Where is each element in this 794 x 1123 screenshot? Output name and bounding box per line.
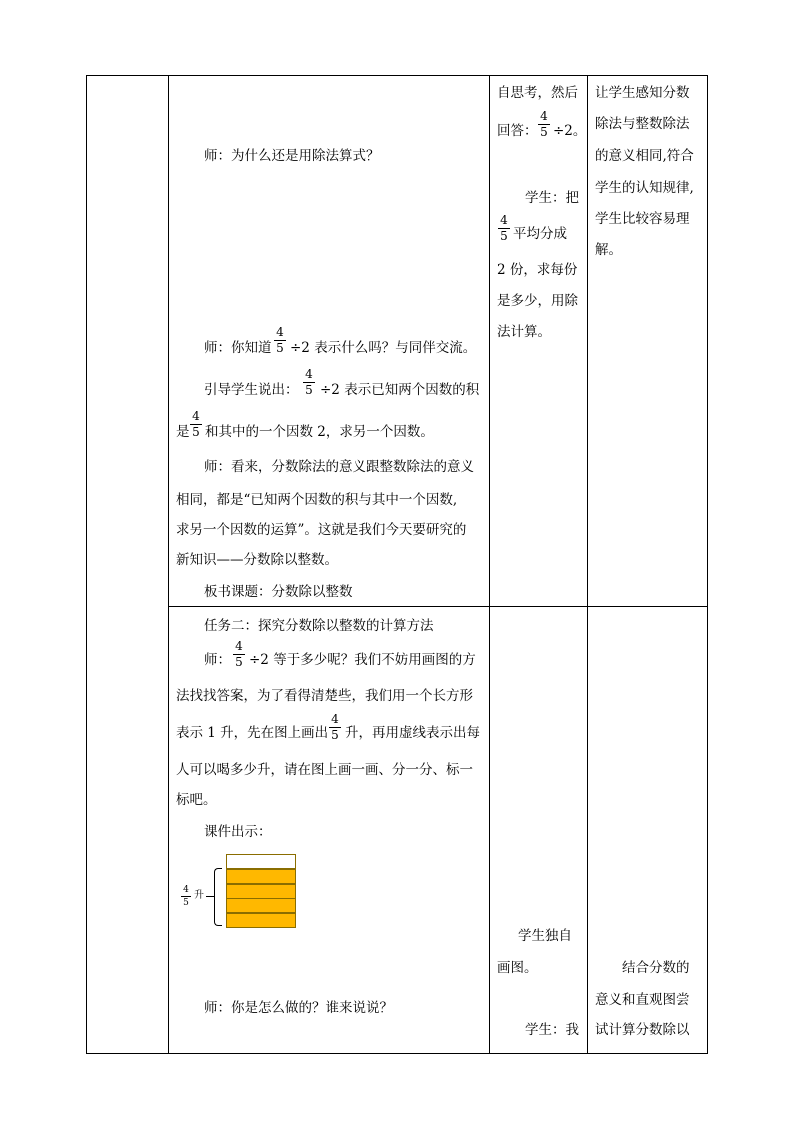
table-border-bottom xyxy=(86,1053,708,1054)
student-answer-line-1: 学生：把 xyxy=(525,190,579,206)
student-response-line-2-part-a: 回答： xyxy=(497,123,538,139)
student-answer-line-5: 法计算。 xyxy=(497,324,551,340)
task-line-4: 人可以喝多少升，请在图上画一画、分一分、标一 xyxy=(176,762,473,778)
intent-2-line-1: 结合分数的 xyxy=(622,960,690,976)
guide-text-2-part-b: 和其中的一个因数 2，求另一个因数。 xyxy=(205,424,434,440)
student-answer-line-3: 2 份，求每份 xyxy=(497,262,578,278)
table-border-right xyxy=(707,75,708,1054)
task-line-3-part-a: 表示 1 升，先在图上画出 xyxy=(176,725,329,741)
table-col-divider-3 xyxy=(587,75,588,1054)
student-draw-line-2: 画图。 xyxy=(497,960,538,976)
table-row-divider xyxy=(168,606,708,607)
guide-text-2-part-a: 是 xyxy=(176,424,190,440)
paragraph-line-3: 求另一个因数的运算”。这就是我们今天要研究的 xyxy=(176,522,467,538)
guide-text-part-a: 引导学生说出： xyxy=(204,382,299,398)
rect-part-filled xyxy=(226,884,296,899)
brace xyxy=(214,868,222,926)
paragraph-line-1: 师：看来，分数除法的意义跟整数除法的意义 xyxy=(204,459,474,475)
fraction-4-5: $\frac{4}{5}$ xyxy=(329,713,341,742)
fraction-4-5: $\frac{4}{5}$ xyxy=(233,640,245,669)
student-answer-line-4: 是多少，用除 xyxy=(497,293,578,309)
fraction-4-5: $\frac{4}{5}$ xyxy=(498,214,510,243)
fraction-4-5: $\frac{4}{5}$ xyxy=(303,368,315,397)
fraction-4-5: $\frac{4}{5}$ xyxy=(274,326,286,355)
intent-line-3: 的意义相同,符合 xyxy=(595,148,694,164)
student-response-line-2-part-b: ÷2。 xyxy=(553,123,587,139)
teacher-question-3: 师：你是怎么做的？谁来说说？ xyxy=(204,1000,393,1016)
intent-line-1: 让学生感知分数 xyxy=(595,85,690,101)
board-title: 板书课题：分数除以整数 xyxy=(204,584,353,600)
courseware-label: 课件出示： xyxy=(204,824,272,840)
task-line-2: 法找找答案，为了看得清楚些，我们用一个长方形 xyxy=(176,688,473,704)
student-answer-line-2: 平均分成 xyxy=(513,226,567,242)
table-col-divider-2 xyxy=(489,75,490,1054)
fraction-4-5: $\frac{4}{5}$ xyxy=(538,110,550,139)
intent-2-line-3: 试计算分数除以 xyxy=(595,1022,690,1038)
teacher-question-2-part-b: ÷2 表示什么吗？与同伴交流。 xyxy=(290,340,477,356)
task-line-1-part-a: 师： xyxy=(204,652,231,668)
brace-line xyxy=(206,896,214,897)
student-response-line-1: 自思考，然后 xyxy=(497,85,578,101)
student-draw-line-1: 学生独自 xyxy=(518,928,572,944)
rect-part-empty xyxy=(226,854,296,869)
intent-line-4: 学生的认知规律, xyxy=(595,180,694,196)
rect-part-filled xyxy=(226,869,296,884)
table-col-divider-1 xyxy=(168,75,169,1054)
liter-unit-label: 升 xyxy=(194,890,204,901)
intent-line-2: 除法与整数除法 xyxy=(595,116,690,132)
student-answer-start: 学生：我 xyxy=(525,1022,579,1038)
task-line-1-part-b: ÷2 等于多少呢？我们不妨用画图的方 xyxy=(249,652,476,668)
fraction-4-5: $\frac{4}{5}$ xyxy=(190,410,202,439)
rect-part-filled xyxy=(226,898,296,913)
guide-text-part-b: ÷2 表示已知两个因数的积 xyxy=(320,382,480,398)
fraction-4-5: $\frac{4}{5}$ xyxy=(181,885,191,908)
table-border-top xyxy=(86,75,708,76)
teacher-question-1: 师：为什么还是用除法算式？ xyxy=(204,148,380,164)
paragraph-line-2: 相同，都是“已知两个因数的积与其中一个因数, xyxy=(176,492,458,508)
fraction-rectangle-diagram xyxy=(176,852,300,928)
task-line-5: 标吧。 xyxy=(176,792,217,808)
task-two-heading: 任务二：探究分数除以整数的计算方法 xyxy=(204,618,434,634)
intent-line-6: 解。 xyxy=(595,242,622,258)
table-border-left xyxy=(86,75,87,1054)
paragraph-line-4: 新知识——分数除以整数。 xyxy=(176,552,338,568)
intent-2-line-2: 意义和直观图尝 xyxy=(595,992,690,1008)
task-line-3-part-b: 升，再用虚线表示出每 xyxy=(345,725,480,741)
intent-line-5: 学生比较容易理 xyxy=(595,211,690,227)
teacher-question-2-part-a: 师：你知道 xyxy=(204,340,272,356)
rect-part-filled xyxy=(226,913,296,928)
